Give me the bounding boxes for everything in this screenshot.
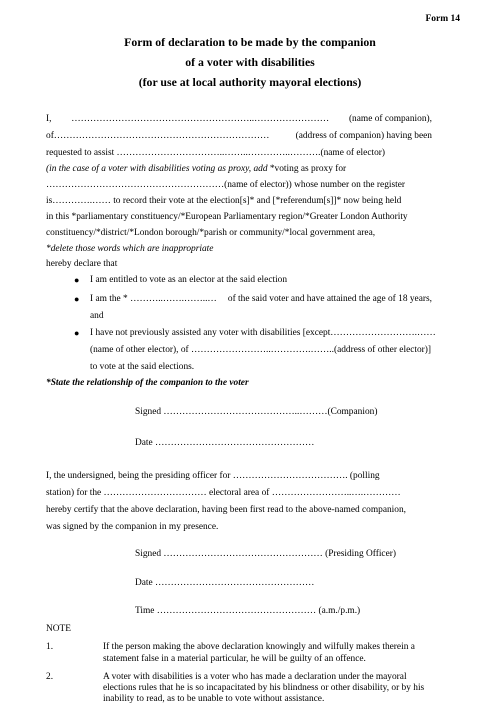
declaration-line-2 — [46, 131, 432, 142]
proxy-elector-line[interactable]: …………………………………………………(name of elector)) whose number on the register — [46, 180, 406, 190]
bullet-icon: ● — [74, 275, 80, 285]
hereby-declare: hereby declare that — [46, 259, 118, 269]
companion-address-label: (address of companion) having been — [295, 131, 432, 141]
officer-time-line[interactable]: Time …………………………………………… (a.m./p.m.) — [135, 606, 361, 616]
note-2-line-1: A voter with disabilities is a voter who has made a declaration under the mayoral — [103, 672, 407, 682]
form-number: Form 14 — [425, 14, 460, 24]
form-title-line-3: (for use at local authority mayoral elections) — [138, 75, 362, 89]
note-2-number: 2. — [46, 672, 54, 682]
proxy-instruction-plain: *voting as proxy for — [269, 164, 347, 174]
declaration-line-1 — [46, 114, 432, 125]
elector-name-line[interactable]: requested to assist ……………………………..……..…………..……….(name of elector) — [46, 148, 386, 158]
bullet-2-text — [90, 294, 432, 305]
companion-name-label: (name of companion), — [348, 114, 432, 124]
companion-name-blank[interactable]: …………………………………………………..…………………… — [71, 114, 330, 124]
presiding-line-1[interactable]: I, the undersigned, being the presiding officer for ………………………………. (polling — [46, 471, 380, 481]
constituency-line-2: constituency/*district/*London borough/*parish or community/*local government area, — [46, 228, 376, 238]
companion-date-line[interactable]: Date …………………………………………… — [135, 438, 315, 448]
companion-address-blank[interactable]: of…………………………………………………………… — [46, 131, 270, 141]
delete-note: *delete those words which are inappropriate — [46, 244, 214, 254]
officer-signature-line[interactable]: Signed …………………………………………… (Presiding Officer) — [135, 549, 397, 559]
officer-date-line[interactable]: Date …………………………………………… — [135, 578, 315, 588]
proxy-instruction — [46, 164, 346, 175]
bullet-icon: ● — [74, 294, 80, 304]
presiding-line-4: was signed by the companion in my presence. — [46, 522, 219, 532]
note-1-number: 1. — [46, 642, 54, 652]
bullet-icon: ● — [74, 328, 80, 338]
form-title-line-2: of a voter with disabilities — [185, 55, 315, 69]
bullet-3-line-2[interactable]: (name of other elector), of ……………………..………….……..(address of other elector)] — [90, 345, 432, 355]
form-title-line-1: Form of declaration to be made by the companion — [124, 35, 376, 49]
age-statement: of the said voter and have attained the age of 18 years, — [227, 294, 432, 304]
relationship-blank[interactable]: I am the * ………..…….……..… — [90, 294, 217, 304]
note-1-line-1: If the person making the above declaration knowingly and wilfully makes therein a — [103, 642, 415, 652]
presiding-line-3: hereby certify that the above declaration, having been first read to the above-named companion, — [46, 505, 407, 515]
bullet-2-and: and — [90, 311, 104, 321]
note-heading: NOTE — [46, 624, 71, 634]
note-2-line-2: elections rules that he is so incapacitated by his blindness or other disability, or by his — [103, 683, 425, 693]
bullet-3-line-1[interactable]: I have not previously assisted any voter with disabilities [except……………………….…… — [90, 328, 436, 338]
proxy-instruction-italic: (in the case of a voter with disabilities voting as proxy, add — [46, 164, 268, 174]
presiding-line-2[interactable]: station) for the …………………………… electoral area of ……………………..….………… — [46, 488, 401, 498]
constituency-line-1: in this *parliamentary constituency/*European Parliamentary region/*Greater London Authority — [46, 212, 408, 222]
bullet-1-text: I am entitled to vote as an elector at the said election — [90, 275, 288, 285]
register-number-line[interactable]: is………….…… to record their vote at the election[s]* and [*referendum[s]]* now being held — [46, 196, 402, 206]
companion-signature-line[interactable]: Signed ……………………………………..………(Companion) — [135, 407, 378, 417]
note-2-line-3: inability to read, as to be unable to vote without assistance. — [103, 694, 325, 704]
note-1-line-2: statement false in a material particular, he will be guilty of an offence. — [103, 654, 366, 664]
bullet-3-line-3: to vote at the said elections. — [90, 362, 195, 372]
relationship-note: *State the relationship of the companion to the voter — [46, 378, 249, 388]
declaration-i: I, — [46, 114, 52, 124]
